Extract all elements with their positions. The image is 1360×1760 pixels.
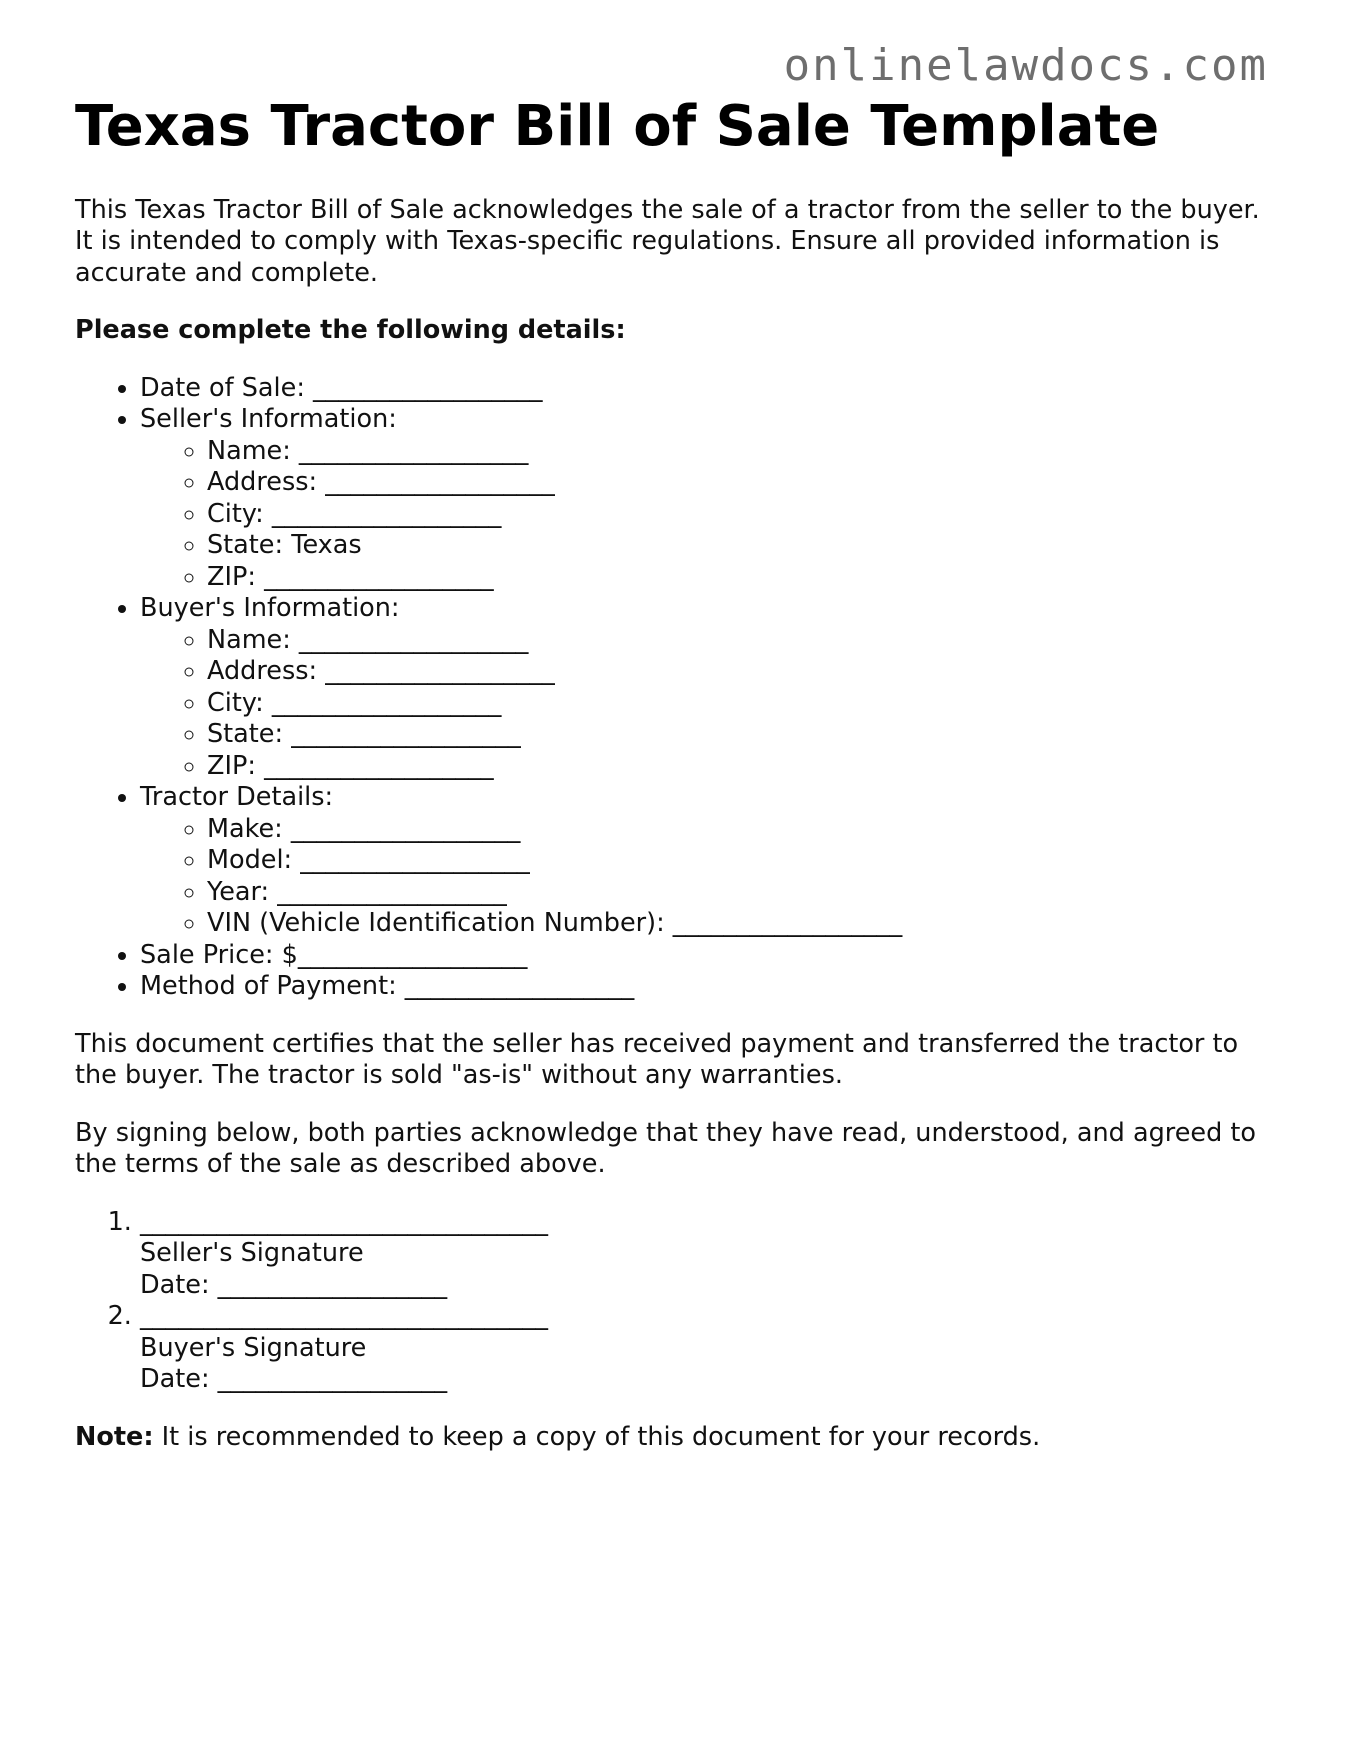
note-text: It is recommended to keep a copy of this document for your records. [153, 1421, 1041, 1452]
tractor-make-field[interactable]: ◦ Make: __________________ [207, 814, 1275, 846]
seller-info-list [140, 436, 1275, 594]
buyer-address-field[interactable]: ◦ Address: __________________ [207, 656, 1275, 688]
seller-signature-label: Seller's Signature [140, 1238, 364, 1269]
tractor-vin-field[interactable]: ◦ VIN (Vehicle Identification Number): __________________ [207, 908, 1275, 940]
note-paragraph [75, 1422, 1275, 1454]
seller-city-field[interactable]: ◦ City: __________________ [207, 499, 1275, 531]
seller-info-heading: Seller's Information: [140, 404, 397, 435]
signing-paragraph: By signing below, both parties acknowledge that they have read, understood, and agreed to the terms of the sale as described above. [75, 1117, 1256, 1180]
watermark: onlinelawdocs.com [783, 40, 1268, 91]
seller-signature-line[interactable]: 1. ________________________________ [140, 1206, 548, 1237]
buyer-info-heading: Buyer's Information: [140, 593, 400, 624]
buyer-signature-block [140, 1301, 1275, 1396]
certification-paragraph: This document certifies that the seller has received payment and transferred the tractor to the buyer. The tractor is sold "as-is" without any warranties. [75, 1028, 1239, 1091]
buyer-info-section [140, 593, 1275, 782]
tractor-year-field[interactable]: ◦ Year: __________________ [207, 877, 1275, 909]
buyer-name-field[interactable]: ◦ Name: __________________ [207, 625, 1275, 657]
buyer-signature-date[interactable]: Date: __________________ [140, 1364, 448, 1395]
page-title: Texas Tractor Bill of Sale Template [75, 94, 1160, 159]
seller-signature-date[interactable]: Date: __________________ [140, 1269, 448, 1300]
seller-name-field[interactable]: ◦ Name: __________________ [207, 436, 1275, 468]
date-of-sale-field[interactable]: • Date of Sale: __________________ [140, 373, 1275, 405]
buyer-zip-field[interactable]: ◦ ZIP: __________________ [207, 751, 1275, 783]
details-prompt: Please complete the following details: [75, 315, 626, 346]
intro-paragraph: This Texas Tractor Bill of Sale acknowledges the sale of a tractor from the seller to the buyer. It is intended to comply with Texas-specific regulations. Ensure all provided information is accurate and complete. [75, 194, 1260, 288]
tractor-details-section [140, 782, 1275, 940]
seller-state-field: ◦ State: Texas [207, 530, 1275, 562]
buyer-state-field[interactable]: ◦ State: __________________ [207, 719, 1275, 751]
signature-list [75, 1207, 1275, 1396]
buyer-info-list [140, 625, 1275, 783]
payment-method-field[interactable]: • Method of Payment: __________________ [140, 971, 1275, 1003]
seller-zip-field[interactable]: ◦ ZIP: __________________ [207, 562, 1275, 594]
buyer-signature-label: Buyer's Signature [140, 1332, 367, 1363]
details-list [75, 373, 1275, 1003]
seller-signature-block [140, 1207, 1275, 1302]
document-body [75, 96, 1275, 1453]
sale-price-field[interactable]: • Sale Price: $__________________ [140, 940, 1275, 972]
seller-info-section [140, 404, 1275, 593]
tractor-model-field[interactable]: ◦ Model: __________________ [207, 845, 1275, 877]
tractor-details-heading: Tractor Details: [140, 782, 334, 813]
buyer-city-field[interactable]: ◦ City: __________________ [207, 688, 1275, 720]
note-label: Note: [75, 1421, 154, 1452]
buyer-signature-line[interactable]: 2. ________________________________ [140, 1301, 548, 1332]
seller-address-field[interactable]: ◦ Address: __________________ [207, 467, 1275, 499]
tractor-details-list [140, 814, 1275, 940]
